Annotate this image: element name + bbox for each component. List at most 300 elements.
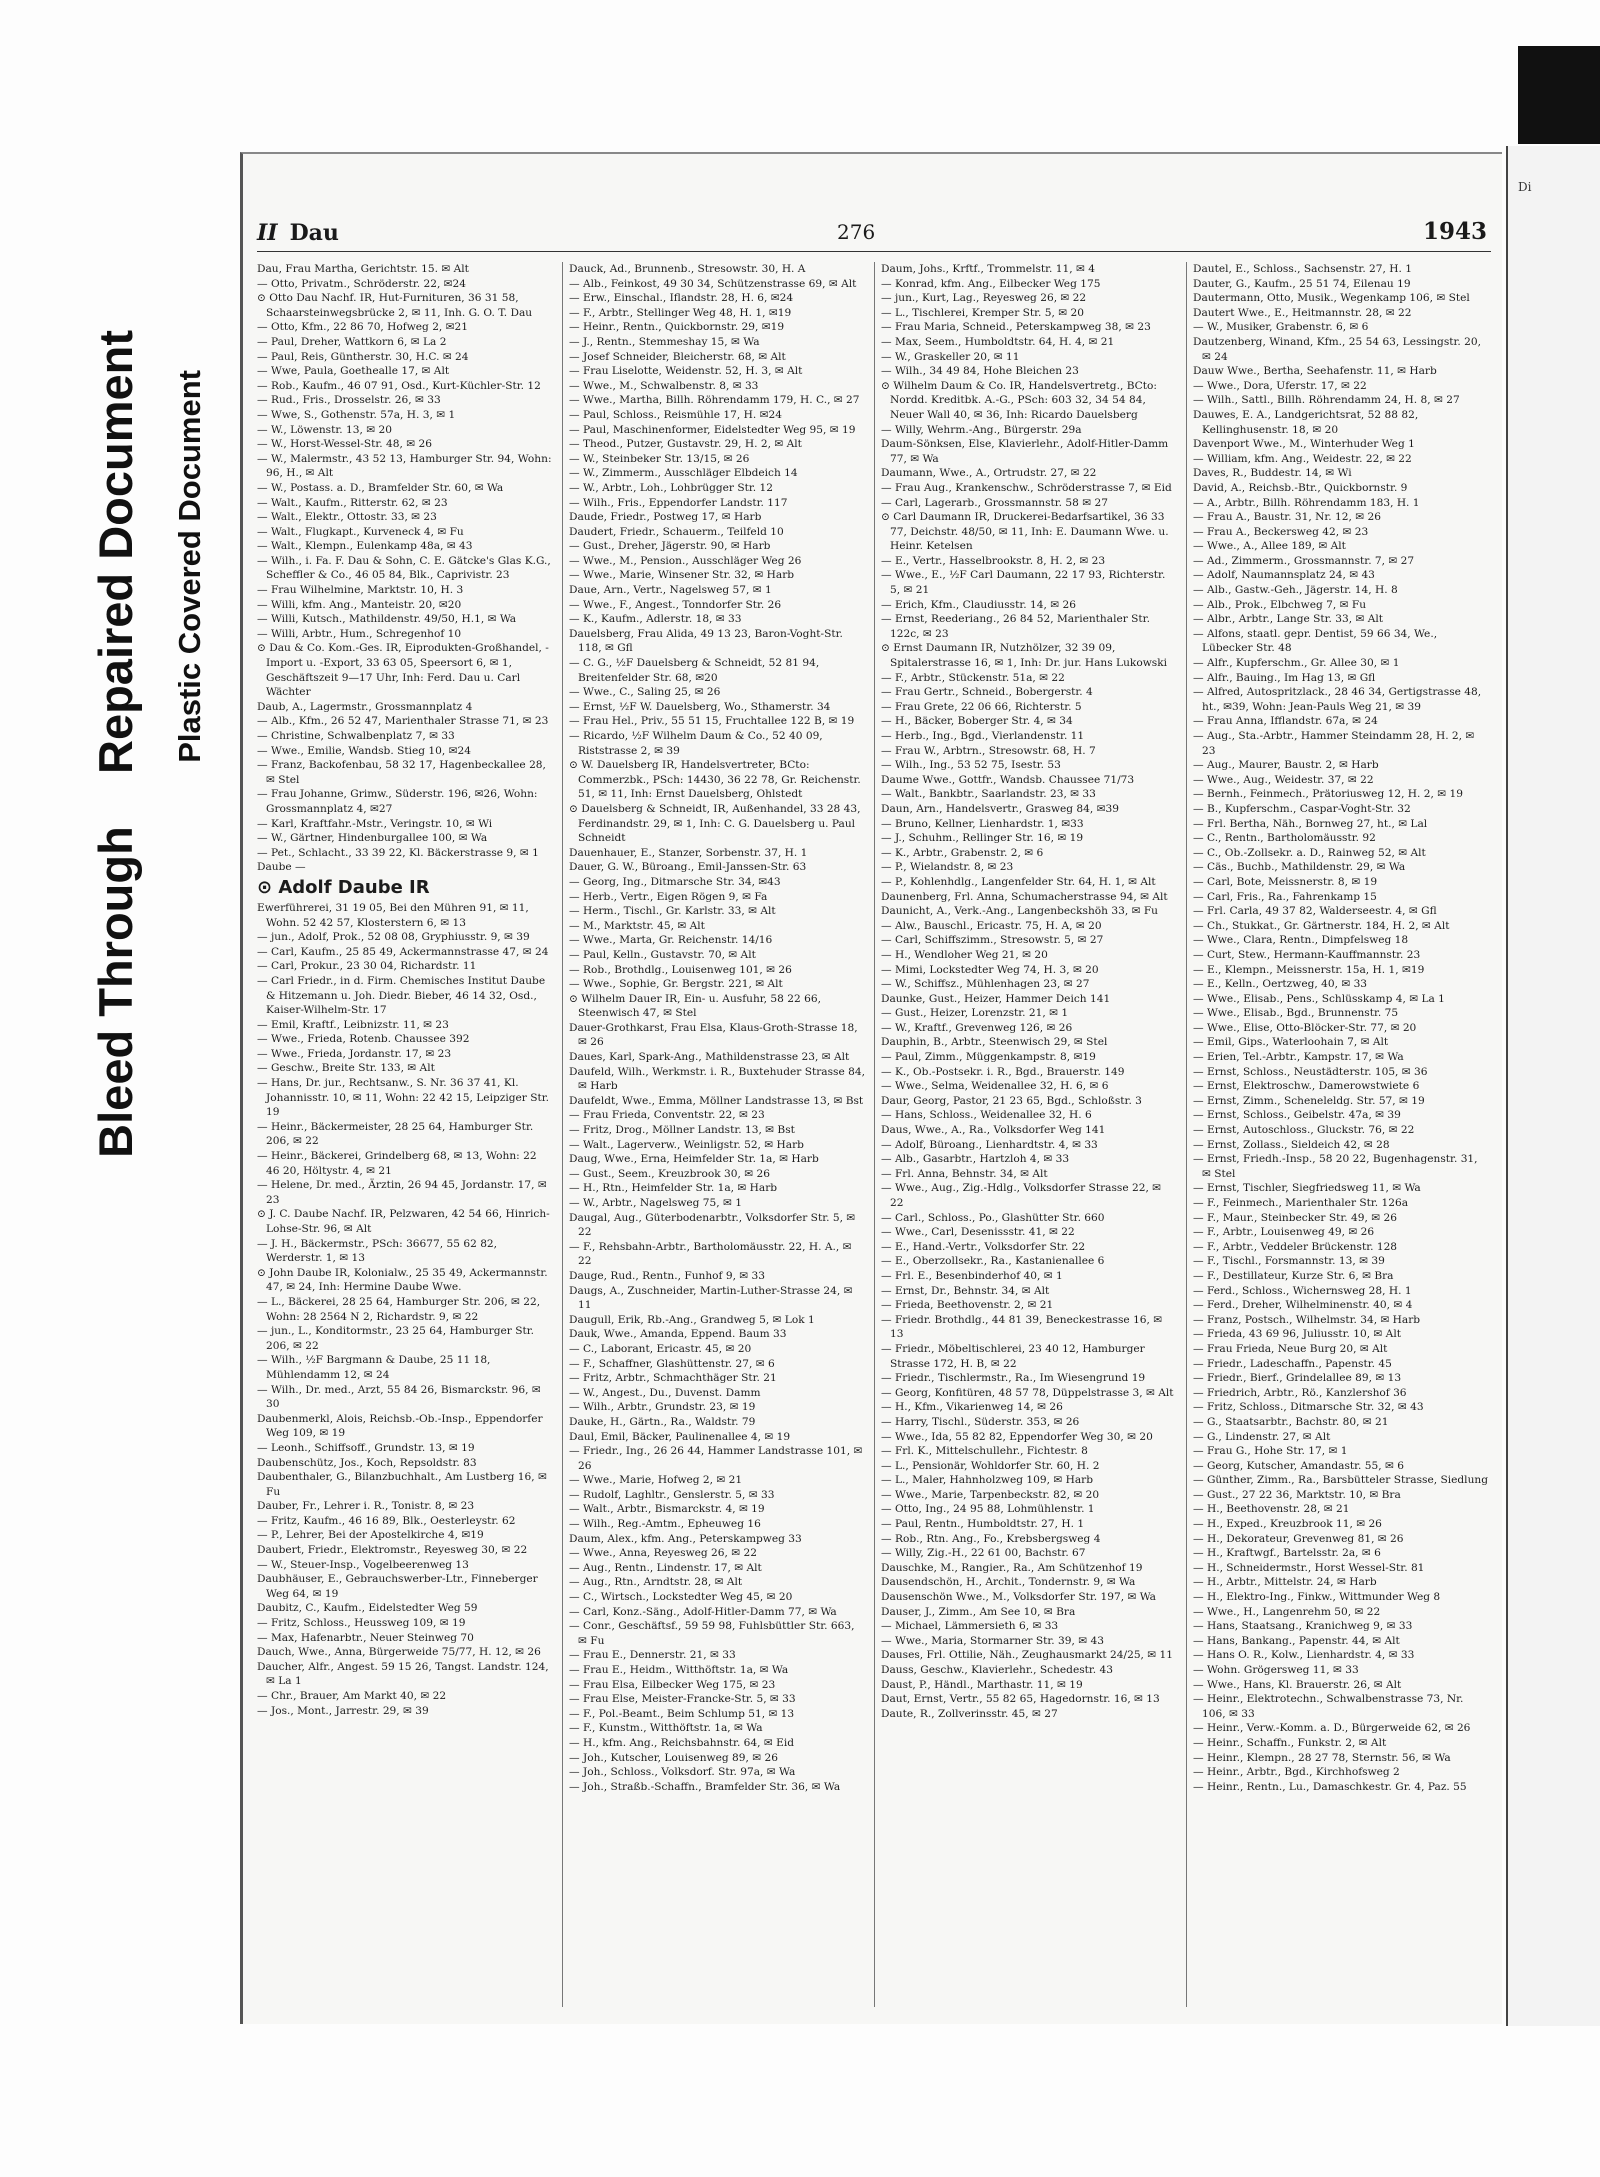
- directory-entry: — C. G., ½F Dauelsberg & Schneidt, 52 81 94, Breitenfelder Str. 68, ✉20: [569, 657, 820, 684]
- directory-entry: — Frl. K., Mittelschullehr., Fichtestr. 8: [881, 1445, 1088, 1458]
- directory-entry: — Harry, Tischl., Süderstr. 353, ✉ 26: [881, 1415, 1080, 1428]
- directory-entry: — Joh., Schloss., Volksdorf. Str. 97a, ✉ Wa: [569, 1766, 796, 1779]
- directory-entry: ⊙ Otto Dau Nachf. IR, Hut-Furnituren, 36 31 58, Schaarsteinwegsbrücke 2, ✉ 11, Inh. G. O. T. Dau: [257, 292, 533, 319]
- directory-entry: — Wwe., Marta, Gr. Reichenstr. 14/16: [569, 934, 773, 947]
- directory-entry: Daubenschütz, Jos., Koch, Repsoldstr. 83: [257, 1456, 477, 1469]
- directory-entry: — Frl. Bertha, Näh., Bornweg 27, ht., ✉ Lal: [1193, 817, 1428, 830]
- directory-entry: — Heinr., Bäckerei, Grindelberg 68, ✉ 13, Wohn: 22 46 20, Höltystr. 4, ✉ 21: [257, 1150, 537, 1177]
- directory-entry: — Frau Grete, 22 06 66, Richterstr. 5: [881, 700, 1082, 713]
- directory-entry: Dauss, Geschw., Klavierlehr., Schedestr. 43: [881, 1664, 1114, 1676]
- directory-entry: — Hans O. R., Kolw., Lienhardstr. 4, ✉ 33: [1193, 1649, 1415, 1662]
- directory-entry: — Ernst, Elektroschw., Damerowstwiete 6: [1193, 1080, 1420, 1093]
- directory-entry: — Hans, Bankang., Papenstr. 44, ✉ Alt: [1193, 1634, 1400, 1647]
- directory-entry: — Frau A., Beckersweg 42, ✉ 23: [1193, 525, 1369, 538]
- directory-entry: — Georg, Kutscher, Amandastr. 55, ✉ 6: [1193, 1459, 1404, 1472]
- directory-entry: Daun, Arn., Handelsvertr., Grasweg 84, ✉39: [881, 802, 1119, 815]
- section-roman-numeral: II: [257, 220, 278, 246]
- directory-entry: Dauses, Frl. Ottilie, Näh., Zeughausmarkt 24/25, ✉ 11: [881, 1649, 1174, 1662]
- directory-entry: — Frau E., Dennerstr. 21, ✉ 33: [569, 1649, 736, 1662]
- directory-entry: Daubenmerkl, Alois, Reichsb.-Ob.-Insp., Eppendorfer Weg 109, ✉ 19: [257, 1412, 543, 1440]
- directory-entry: — Carl., Schloss., Po., Glashütter Str. 660: [881, 1211, 1105, 1224]
- directory-entry: — K., Arbtr., Grabenstr. 2, ✉ 6: [881, 846, 1044, 859]
- directory-entry: — Wwe., Emilie, Wandsb. Stieg 10, ✉24: [257, 744, 471, 757]
- directory-entry: — Frau Liselotte, Weidenstr. 52, H. 3, ✉ Alt: [569, 365, 803, 378]
- directory-entry: — Alfr., Bauing., Im Hag 13, ✉ Gfl: [1193, 671, 1376, 684]
- directory-entry: — Paul, Reis, Güntherstr. 30, H.C. ✉ 24: [257, 350, 469, 363]
- directory-entry: ⊙ Wilhelm Daum & Co. IR, Handelsvertretg., BCto: Nordd. Kreditbk. A.-G., PSch: 603 32, 34 54 84, Neuer Wall 40, ✉ 36, Inh: Ricardo Dauelsberg: [881, 379, 1157, 421]
- directory-entry: — Ernst, Tischler, Siegfriedsweg 11, ✉ Wa: [1193, 1182, 1421, 1195]
- directory-entry: ⊙ W. Dauelsberg IR, Handelsvertreter, BCto: Commerzbk., PSch: 14430, 36 22 78, Gr. Reichenstr. 51, ✉ 11, Inh: Ernst Dauelsberg, Ohlstedt: [569, 759, 861, 801]
- directory-entry: — Ernst, Reederiang., 26 84 52, Marienthaler Str. 122c, ✉ 23: [881, 613, 1150, 640]
- directory-entry: Davenport Wwe., M., Winterhuder Weg 1: [1193, 438, 1415, 451]
- condition-stamp-bleed-repaired: [88, 330, 143, 1158]
- directory-entry: — H., Arbtr., Mittelstr. 24, ✉ Harb: [1193, 1576, 1377, 1589]
- directory-entry: — Alfred, Autospritzlack., 28 46 34, Gertigstrasse 48, ht., ✉39, Wohn: Jean-Pauls Weg 21, ✉ 39: [1193, 686, 1482, 713]
- directory-entry: — Ernst, Schloss., Geibelstr. 47a, ✉ 39: [1193, 1109, 1401, 1122]
- directory-entry: — Wwe, S., Gothenstr. 57a, H. 3, ✉ 1: [257, 408, 456, 421]
- directory-entry: — Wilh., Dr. med., Arzt, 55 84 26, Bismarckstr. 96, ✉ 30: [257, 1383, 541, 1411]
- directory-entry: Daum, Alex., kfm. Ang., Peterskampweg 33: [569, 1532, 802, 1545]
- directory-entry: — Alb., Feinkost, 49 30 34, Schützenstrasse 69, ✉ Alt: [569, 277, 857, 290]
- directory-entry: — Ernst, Dr., Behnstr. 34, ✉ Alt: [881, 1284, 1050, 1297]
- directory-entry: — H., Dekorateur, Grevenweg 81, ✉ 26: [1193, 1532, 1404, 1545]
- directory-entry: — Max, Hafenarbtr., Neuer Steinweg 70: [257, 1631, 474, 1644]
- directory-entry: — Carl, Schiffszimm., Stresowstr. 5, ✉ 27: [881, 934, 1104, 947]
- directory-entry: — Frau Anna, Ifflandstr. 67a, ✉ 24: [1193, 715, 1378, 728]
- directory-entry: — G., Staatsarbtr., Bachstr. 80, ✉ 21: [1193, 1415, 1389, 1428]
- directory-entry: — Ferd., Dreher, Wilhelminenstr. 40, ✉ 4: [1193, 1299, 1413, 1312]
- directory-entry: Daul, Emil, Bäcker, Paulinenallee 4, ✉ 19: [569, 1430, 791, 1443]
- directory-entry: — W., Zimmerm., Ausschläger Elbdeich 14: [569, 467, 798, 480]
- directory-entry: — A., Arbtr., Billh. Röhrendamm 183, H. 1: [1193, 496, 1420, 509]
- directory-entry: — B., Kupferschm., Caspar-Voght-Str. 32: [1193, 802, 1411, 815]
- directory-entry: Daufeld, Wilh., Werkmstr. i. R., Buxtehuder Strasse 84, ✉ Harb: [569, 1065, 865, 1093]
- directory-entry: — Joh., Straßb.-Schaffn., Bramfelder Str. 36, ✉ Wa: [569, 1780, 841, 1793]
- condition-stamp-plastic: [172, 370, 208, 763]
- directory-entry: — Fritz, Drog., Möllner Landstr. 13, ✉ Bst: [569, 1124, 795, 1137]
- directory-entry: — Heinr., Verw.-Komm. a. D., Bürgerweide 62, ✉ 26: [1193, 1722, 1471, 1735]
- directory-entry: — Friedr., Ing., 26 26 44, Hammer Landstrasse 101, ✉ 26: [569, 1445, 863, 1472]
- directory-entry: Dauber, Fr., Lehrer i. R., Tonistr. 8, ✉ 23: [257, 1500, 475, 1513]
- directory-entry: — Alb., Gastw.-Geh., Jägerstr. 14, H. 8: [1193, 584, 1398, 597]
- directory-entry: — Wwe., Sophie, Gr. Bergstr. 221, ✉ Alt: [569, 978, 783, 991]
- directory-entry: — Wwe., E., ½F Carl Daumann, 22 17 93, Richterstr. 5, ✉ 21: [881, 569, 1166, 597]
- directory-entry: Daucher, Alfr., Angest. 59 15 26, Tangst. Landstr. 124, ✉ La 1: [257, 1660, 549, 1688]
- directory-entry: — H., Elektro-Ing., Finkw., Wittmunder Weg 8: [1193, 1591, 1441, 1604]
- directory-entry: — J., Schuhm., Rellinger Str. 16, ✉ 19: [881, 832, 1084, 845]
- directory-entry: — Ernst, Autoschloss., Gluckstr. 76, ✉ 22: [1193, 1124, 1415, 1137]
- directory-entry: David, A., Reichsb.-Btr., Quickbornstr. 9: [1193, 481, 1408, 494]
- directory-entry: — Aug., Maurer, Baustr. 2, ✉ Harb: [1193, 759, 1379, 772]
- directory-entry: Daust, P., Händl., Marthastr. 11, ✉ 19: [881, 1678, 1083, 1691]
- directory-entry: — Frau Maria, Schneid., Peterskampweg 38, ✉ 23: [881, 321, 1151, 334]
- directory-entry: — Ernst, Zollass., Sieldeich 42, ✉ 28: [1193, 1138, 1390, 1151]
- directory-entry: — Aug., Sta.-Arbtr., Hammer Steindamm 28, H. 2, ✉ 23: [1193, 730, 1475, 757]
- directory-entry: — H., Beethovenstr. 28, ✉ 21: [1193, 1503, 1350, 1516]
- directory-entry: — Franz, Postsch., Wilhelmstr. 34, ✉ Harb: [1193, 1313, 1421, 1326]
- directory-entry: — Wilh., Reg.-Amtm., Epheuweg 16: [569, 1518, 761, 1531]
- column-divider: [874, 262, 875, 2007]
- directory-entry: — Paul, Rentn., Humboldtstr. 27, H. 1: [881, 1518, 1085, 1531]
- directory-entry: — Erich, Kfm., Claudiusstr. 14, ✉ 26: [881, 598, 1076, 611]
- directory-entry: — Franz, Backofenbau, 58 32 17, Hagenbeckallee 28, ✉ Stel: [257, 759, 546, 786]
- directory-entry: — W., Graskeller 20, ✉ 11: [881, 350, 1020, 363]
- directory-entry: — Michael, Lämmersieth 6, ✉ 33: [881, 1620, 1059, 1633]
- directory-entry: — Otto, Privatm., Schröderstr. 22, ✉24: [257, 277, 467, 290]
- directory-entry: — Frau Frieda, Conventstr. 22, ✉ 23: [569, 1109, 765, 1122]
- directory-entry: — Heinr., Elektrotechn., Schwalbenstrasse 73, Nr. 106, ✉ 33: [1193, 1693, 1464, 1720]
- directory-entry: — E., Kelln., Oertzweg, 40, ✉ 33: [1193, 978, 1368, 991]
- directory-entry: — F., Pol.-Beamt., Beim Schlump 51, ✉ 13: [569, 1707, 795, 1720]
- directory-entry: — Gust., Dreher, Jägerstr. 90, ✉ Harb: [569, 540, 771, 553]
- directory-entry: ⊙ Dau & Co. Kom.-Ges. IR, Eiprodukten-Großhandel, -Import u. -Export, 33 63 05, Speersort 6, ✉ 1, Geschäftszeit 9—17 Uhr, Inh: Ferd. Dau u. Carl Wächter: [257, 642, 549, 699]
- directory-entry: Daues, Karl, Spark-Ang., Mathildenstrasse 23, ✉ Alt: [569, 1051, 850, 1064]
- directory-entry: — Ricardo, ½F Wilhelm Daum & Co., 52 40 09, Riststrasse 2, ✉ 39: [569, 730, 823, 757]
- directory-entry: Dauelsberg, Frau Alida, 49 13 23, Baron-Voght-Str. 118, ✉ Gfl: [569, 627, 843, 655]
- directory-entry: — H., Exped., Kreuzbrook 11, ✉ 26: [1193, 1518, 1382, 1531]
- directory-entry: — Rob., Brothdlg., Louisenweg 101, ✉ 26: [569, 963, 792, 976]
- directory-entry: — Willi, Arbtr., Hum., Schregenhof 10: [257, 627, 462, 640]
- directory-entry: — Günther, Zimm., Ra., Barsbütteler Strasse, Siedlung: [1193, 1474, 1488, 1487]
- directory-entry: — Alb., Prok., Elbchweg 7, ✉ Fu: [1193, 598, 1367, 611]
- directory-entry: — Frau Aug., Krankenschw., Schröderstrasse 7, ✉ Eid: [881, 481, 1172, 494]
- directory-entry: — Heinr., Arbtr., Bgd., Kirchhofsweg 2: [1193, 1766, 1400, 1779]
- directory-entry: — Otto, Kfm., 22 86 70, Hofweg 2, ✉21: [257, 321, 469, 334]
- directory-entry: — Carl, Konz.-Säng., Adolf-Hitler-Damm 77, ✉ Wa: [569, 1605, 837, 1618]
- directory-page: [240, 152, 1502, 2024]
- directory-entry: — Walt., Klempn., Eulenkamp 48a, ✉ 43: [257, 540, 473, 553]
- directory-entry: Daufeldt, Wwe., Emma, Möllner Landstrasse 13, ✉ Bst: [569, 1094, 864, 1107]
- directory-entry: Dauer, G. W., Büroang., Emil-Janssen-Str. 63: [569, 861, 807, 874]
- directory-entry: — jun., Kurt, Lag., Reyesweg 26, ✉ 22: [881, 292, 1087, 305]
- directory-entry: — Ad., Zimmerm., Grossmannstr. 7, ✉ 27: [1193, 554, 1415, 567]
- directory-entry: — Frieda, 43 69 96, Juliusstr. 10, ✉ Alt: [1193, 1328, 1401, 1341]
- directory-entry: — Leonh., Schiffsoff., Grundstr. 13, ✉ 19: [257, 1441, 475, 1454]
- directory-entry: — Helene, Dr. med., Ärztin, 26 94 45, Jordanstr. 17, ✉ 23: [257, 1179, 547, 1206]
- directory-entry: — Friedrich, Arbtr., Rö., Kanzlershof 36: [1193, 1386, 1407, 1399]
- directory-entry: Daum, Johs., Krftf., Trommelstr. 11, ✉ 4: [881, 263, 1095, 275]
- directory-entry: — Rob., Rtn. Ang., Fo., Krebsbergsweg 4: [881, 1532, 1101, 1545]
- directory-entry: — Frl. Carla, 49 37 82, Walderseestr. 4, ✉ Gfl: [1193, 905, 1437, 918]
- directory-column-4: [1193, 262, 1489, 2007]
- directory-entry: — Wohn. Grögersweg 11, ✉ 33: [1193, 1664, 1359, 1676]
- scan-corner-marker: [1518, 46, 1600, 144]
- directory-entry: — Walt., Kaufm., Ritterstr. 62, ✉ 23: [257, 496, 448, 509]
- directory-entry: — Otto, Ing., 24 95 88, Lohmühlenstr. 1: [881, 1503, 1095, 1516]
- plastic-covered-label: Plastic Covered Document: [172, 370, 207, 763]
- directory-entry: — F., Destillateur, Kurze Str. 6, ✉ Bra: [1193, 1269, 1394, 1282]
- directory-entry: Daug, Wwe., Erna, Heimfelder Str. 1a, ✉ Harb: [569, 1153, 819, 1166]
- bleed-through-label: Bleed Through: [89, 826, 142, 1158]
- directory-column-3: [881, 262, 1177, 2007]
- directory-entry: — Frau A., Baustr. 31, Nr. 12, ✉ 26: [1193, 511, 1381, 524]
- directory-entry: — F., Kunstm., Witthöftstr. 1a, ✉ Wa: [569, 1722, 763, 1735]
- directory-entry: Dausendschön, H., Archit., Tondernstr. 9, ✉ Wa: [881, 1576, 1136, 1589]
- directory-entry: — Wilh., Fris., Eppendorfer Landstr. 117: [569, 496, 788, 509]
- directory-entry: — P., Wielandstr. 8, ✉ 23: [881, 861, 1014, 874]
- directory-entry: — Alw., Bauschl., Ericastr. 75, H. A, ✉ 20: [881, 919, 1102, 932]
- directory-entry: — Wwe., Aug., Weidestr. 37, ✉ 22: [1193, 773, 1374, 786]
- directory-entry: — Heinr., Schaffn., Funkstr. 2, ✉ Alt: [1193, 1736, 1387, 1749]
- directory-entry: — H., kfm. Ang., Reichsbahnstr. 64, ✉ Eid: [569, 1736, 795, 1749]
- page-header-left: [257, 220, 339, 246]
- directory-entry: Daut, Ernst, Vertr., 55 82 65, Hagedornstr. 16, ✉ 13: [881, 1693, 1160, 1706]
- directory-entry: — Walt., Lagerverw., Weinligstr. 52, ✉ Harb: [569, 1138, 804, 1151]
- directory-entry: — Jos., Mont., Jarrestr. 29, ✉ 39: [257, 1704, 429, 1717]
- directory-entry: — C., Laborant, Ericastr. 45, ✉ 20: [569, 1342, 752, 1355]
- directory-entry: — Heinr., Klempn., 28 27 78, Sternstr. 56, ✉ Wa: [1193, 1751, 1451, 1764]
- directory-entry: — Frau Wilhelmine, Marktstr. 10, H. 3: [257, 584, 464, 597]
- directory-entry: — Adolf, Büroang., Lienhardtstr. 4, ✉ 33: [881, 1138, 1098, 1151]
- directory-entry: — Hans, Dr. jur., Rechtsanw., S. Nr. 36 37 41, Kl. Johannisstr. 10, ✉ 11, Wohn: 22 42 15, Leipziger Str. 19: [257, 1077, 549, 1119]
- directory-entry: — W., Postass. a. D., Bramfelder Str. 60, ✉ Wa: [257, 481, 504, 494]
- directory-entry: — Wwe., Marie, Winsener Str. 32, ✉ Harb: [569, 569, 795, 582]
- directory-entry: Dautel, E., Schloss., Sachsenstr. 27, H. 1: [1193, 263, 1412, 275]
- directory-entry: — L., Bäckerei, 28 25 64, Hamburger Str. 206, ✉ 22, Wohn: 28 2564 N 2, Richardstr. 9, ✉ 22: [257, 1295, 541, 1323]
- directory-entry: — Cäs., Buchb., Mathildenstr. 29, ✉ Wa: [1193, 861, 1406, 874]
- directory-entry: — Paul, Dreher, Wattkorn 6, ✉ La 2: [257, 335, 447, 348]
- directory-entry: — Ch., Stukkat., Gr. Gärtnerstr. 184, H. 2, ✉ Alt: [1193, 919, 1450, 932]
- directory-entry: — Wwe., Elisab., Bgd., Brunnenstr. 75: [1193, 1007, 1399, 1020]
- directory-entry: Daubert, Friedr., Elektromstr., Reyesweg 30, ✉ 22: [257, 1544, 528, 1557]
- column-divider: [562, 262, 563, 2007]
- directory-entry: — Frau Frieda, Neue Burg 20, ✉ Alt: [1193, 1342, 1388, 1355]
- directory-entry: — Aug., Rtn., Arndtstr. 28, ✉ Alt: [569, 1576, 743, 1589]
- directory-entry: — Carl Friedr., in d. Firm. Chemisches Institut Daube & Hitzemann u. Joh. Diedr. Bieber, 46 14 32, Osd., Kaiser-Wilhelm-Str. 17: [257, 974, 546, 1017]
- directory-entry: Dau, Frau Martha, Gerichtstr. 15. ✉ Alt: [257, 263, 469, 275]
- directory-entry: Dauw Wwe., Bertha, Seehafenstr. 11, ✉ Harb: [1193, 365, 1437, 378]
- directory-entry: — Max, Seem., Humboldtstr. 64, H. 4, ✉ 21: [881, 335, 1115, 348]
- directory-entry: — H., Wendloher Weg 21, ✉ 20: [881, 948, 1048, 961]
- directory-entry: Dauter, G., Kaufm., 25 51 74, Eilenau 19: [1193, 277, 1411, 290]
- directory-entry: ⊙ Wilhelm Dauer IR, Ein- u. Ausfuhr, 58 22 66, Steenwisch 47, ✉ Stel: [569, 992, 821, 1020]
- directory-entry: — Wilh., Arbtr., Grundstr. 23, ✉ 19: [569, 1401, 756, 1414]
- directory-entry: ⊙ Dauelsberg & Schneidt, IR, Außenhandel, 33 28 43, Ferdinandstr. 29, ✉ 1, Inh: C. G. Dauelsberg u. Paul Schneidt: [569, 802, 861, 845]
- directory-entry: — H., Rtn., Heimfelder Str. 1a, ✉ Harb: [569, 1182, 778, 1195]
- directory-entry: — Frau Else, Meister-Francke-Str. 5, ✉ 33: [569, 1693, 796, 1706]
- directory-entry: Daur, Georg, Pastor, 21 23 65, Bgd., Schloßstr. 3: [881, 1094, 1142, 1107]
- directory-entry: — Wilh., ½F Bargmann & Daube, 25 11 18, Mühlendamm 12, ✉ 24: [257, 1354, 491, 1381]
- directory-entry: Dautert Wwe., E., Heitmannstr. 28, ✉ 22: [1193, 306, 1412, 319]
- directory-entry: — Friedr., Bierf., Grindelallee 89, ✉ 13: [1193, 1372, 1402, 1385]
- directory-entry: — Wwe., H., Langenrehm 50, ✉ 22: [1193, 1605, 1381, 1618]
- directory-entry: Dauer-Grothkarst, Frau Elsa, Klaus-Groth-Strasse 18, ✉ 26: [569, 1021, 858, 1049]
- directory-entry: Daugs, A., Zuschneider, Martin-Luther-Strasse 24, ✉ 11: [569, 1284, 853, 1312]
- directory-entry: — F., Arbtr., Veddeler Brückenstr. 128: [1193, 1240, 1398, 1253]
- directory-entry: Daude, Friedr., Postweg 17, ✉ Harb: [569, 511, 762, 524]
- directory-entry: — Hans, Schloss., Weidenallee 32, H. 6: [881, 1109, 1092, 1122]
- directory-entry: — F., Feinmech., Marienthaler Str. 126a: [1193, 1197, 1409, 1209]
- directory-entry: — W., Schiffsz., Mühlenhagen 23, ✉ 27: [881, 978, 1090, 991]
- directory-column-2: [569, 262, 865, 2007]
- directory-entry: — Ferd., Schloss., Wichernsweg 28, H. 1: [1193, 1284, 1412, 1297]
- directory-entry: — Josef Schneider, Bleicherstr. 68, ✉ Alt: [569, 350, 786, 363]
- directory-entry: — Heinr., Rentn., Lu., Damaschkestr. Gr. 4, Paz. 55: [1193, 1780, 1467, 1793]
- directory-entry: — E., Oberzollsekr., Ra., Kastanienallee 6: [881, 1255, 1105, 1268]
- directory-entry: — Frl. E., Besenbinderhof 40, ✉ 1: [881, 1269, 1063, 1282]
- directory-entry: ⊙ Carl Daumann IR, Druckerei-Bedarfsartikel, 36 33 77, Deichstr. 48/50, ✉ 11, Inh: E. Daumann Wwe. u. Heinr. Ketelsen: [881, 511, 1169, 553]
- directory-entry: — Rudolf, Laghltr., Genslerstr. 5, ✉ 33: [569, 1488, 775, 1501]
- directory-entry: — Wwe., Frieda, Jordanstr. 17, ✉ 23: [257, 1047, 452, 1060]
- directory-entry: Daubhäuser, E., Gebrauchswerber-Ltr., Finneberger Weg 64, ✉ 19: [257, 1573, 538, 1600]
- directory-entry: — Frau E., Heidm., Witthöftstr. 1a, ✉ Wa: [569, 1664, 789, 1676]
- directory-entry: — Wwe., Clara, Rentn., Dimpfelsweg 18: [1193, 934, 1409, 947]
- directory-entry: — P., Kohlenhdlg., Langenfelder Str. 64, H. 1, ✉ Alt: [881, 875, 1156, 888]
- directory-entry: — Wilh., Sattl., Billh. Röhrendamm 24, H. 8, ✉ 27: [1193, 394, 1460, 407]
- directory-entry: — Frau W., Arbtrn., Stresowstr. 68, H. 7: [881, 744, 1096, 757]
- directory-entry: — Carl, Prokur., 23 30 04, Richardstr. 11: [257, 960, 477, 973]
- directory-entry: — Wwe., Aug., Zig.-Hdlg., Volksdorfer Strasse 22, ✉ 22: [881, 1182, 1162, 1209]
- directory-entry: — W., Musiker, Grabenstr. 6, ✉ 6: [1193, 321, 1369, 334]
- directory-entry: — Pet., Schlacht., 33 39 22, Kl. Bäckerstrasse 9, ✉ 1: [257, 846, 539, 859]
- directory-entry: — Fritz, Kaufm., 46 16 89, Blk., Oesterleystr. 62: [257, 1514, 516, 1527]
- directory-entry: — Gust., Seem., Kreuzbrook 30, ✉ 26: [569, 1167, 770, 1180]
- directory-entry: — Carl, Bote, Meissnerstr. 8, ✉ 19: [1193, 875, 1378, 888]
- directory-entry: — Wwe., Ida, 55 82 82, Eppendorfer Weg 30, ✉ 20: [881, 1430, 1153, 1443]
- directory-entry: — W., Malermstr., 43 52 13, Hamburger Str. 94, Wohn: 96, H., ✉ Alt: [257, 452, 552, 480]
- directory-entry: — Joh., Kutscher, Louisenweg 89, ✉ 26: [569, 1751, 778, 1764]
- directory-entry: Daves, R., Buddestr. 14, ✉ Wi: [1193, 467, 1352, 480]
- directory-entry: — Willi, Kutsch., Mathildenstr. 49/50, H.1, ✉ Wa: [257, 613, 517, 626]
- directory-entry: Daudert, Friedr., Schauerm., Teilfeld 10: [569, 525, 784, 538]
- directory-entry: — Friedr., Ladeschaffn., Papenstr. 45: [1193, 1357, 1392, 1370]
- directory-entry: Dauphin, B., Arbtr., Steenwisch 29, ✉ Stel: [881, 1036, 1108, 1049]
- directory-entry: Daumann, Wwe., A., Ortrudstr. 27, ✉ 22: [881, 467, 1097, 480]
- directory-entry: — jun., Adolf, Prok., 52 08 08, Gryphiusstr. 9, ✉ 39: [257, 931, 530, 944]
- directory-entry: Daunenberg, Frl. Anna, Schumacherstrasse 94, ✉ Alt: [881, 890, 1168, 903]
- directory-entry: — Carl, Kaufm., 25 85 49, Ackermannstrasse 47, ✉ 24: [257, 945, 549, 958]
- directory-entry: — Hans, Staatsang., Kranichweg 9, ✉ 33: [1193, 1620, 1413, 1633]
- adjacent-page-edge: [1506, 146, 1600, 2026]
- directory-entry: — Willy, Zig.-H., 22 61 00, Bachstr. 67: [881, 1547, 1086, 1560]
- directory-entry: Daum-Sönksen, Else, Klavierlehr., Adolf-Hitler-Damm 77, ✉ Wa: [881, 438, 1169, 465]
- directory-entry: Dauck, Ad., Brunnenb., Stresowstr. 30, H. A: [569, 263, 806, 275]
- directory-entry: — Alb., Kfm., 26 52 47, Marienthaler Strasse 71, ✉ 23: [257, 715, 549, 728]
- directory-entry: — jun., L., Konditormstr., 23 25 64, Hamburger Str. 206, ✉ 22: [257, 1325, 535, 1352]
- directory-entry: — L., Pensionär, Wohldorfer Str. 60, H. 2: [881, 1459, 1100, 1472]
- column-divider: [1186, 262, 1187, 2007]
- directory-entry: — Wwe., Martha, Billh. Röhrendamm 179, H. C., ✉ 27: [569, 394, 860, 407]
- directory-entry: — Adolf, Naumannsplatz 24, ✉ 43: [1193, 569, 1375, 582]
- directory-entry: — F., Arbtr., Stückenstr. 51a, ✉ 22: [881, 671, 1065, 684]
- directory-columns: [257, 262, 1491, 2007]
- directory-entry: Daugal, Aug., Güterbodenarbtr., Volksdorfer Str. 5, ✉ 22: [569, 1211, 856, 1239]
- directory-entry: — Fritz, Schloss., Heussweg 109, ✉ 19: [257, 1617, 466, 1630]
- directory-entry: — W., Löwenstr. 13, ✉ 20: [257, 423, 392, 436]
- directory-entry: — H., Schneidermstr., Horst Wessel-Str. 81: [1193, 1561, 1425, 1574]
- directory-entry: — Wwe., Marie, Tarpenbeckstr. 82, ✉ 20: [881, 1488, 1100, 1501]
- directory-entry: — Curt, Stew., Hermann-Kauffmannstr. 23: [1193, 948, 1421, 961]
- directory-entry: — C., Ob.-Zollsekr. a. D., Rainweg 52, ✉ Alt: [1193, 846, 1426, 859]
- directory-entry: — Wwe., Elise, Otto-Blöcker-Str. 77, ✉ 20: [1193, 1021, 1417, 1034]
- directory-entry: — H., Kraftwgf., Bartelsstr. 2a, ✉ 6: [1193, 1547, 1381, 1560]
- directory-entry: — Paul, Zimm., Müggenkampstr. 8, ✉19: [881, 1051, 1096, 1064]
- directory-entry: — Wwe., Anna, Reyesweg 26, ✉ 22: [569, 1547, 757, 1560]
- directory-entry: — Paul, Kelln., Gustavstr. 70, ✉ Alt: [569, 948, 756, 961]
- directory-entry: — Wilh., i. Fa. F. Dau & Sohn, C. E. Gätcke's Glas K.G., Scheffler & Co., 46 05 84, Blk., Caprivistr. 23: [257, 554, 551, 582]
- directory-entry: — Bernh., Feinmech., Prätoriusweg 12, H. 2, ✉ 19: [1193, 788, 1463, 801]
- directory-entry: — Georg, Ing., Ditmarsche Str. 34, ✉43: [569, 875, 781, 888]
- directory-entry: — Conr., Geschäftsf., 59 59 98, Fuhlsbüttler Str. 663, ✉ Fu: [569, 1620, 855, 1647]
- directory-entry: — Heinr., Rentn., Quickbornstr. 29, ✉19: [569, 321, 785, 334]
- directory-entry: — Frau Gertr., Schneid., Bobergerstr. 4: [881, 686, 1093, 699]
- directory-entry: — Heinr., Bäckermeister, 28 25 64, Hamburger Str. 206, ✉ 22: [257, 1120, 534, 1148]
- directory-entry: — E., Vertr., Hasselbrookstr. 8, H. 2, ✉ 23: [881, 554, 1106, 567]
- directory-entry: ⊙ J. C. Daube Nachf. IR, Pelzwaren, 42 54 66, Hinrich-Lohse-Str. 96, ✉ Alt: [257, 1208, 550, 1235]
- directory-entry: — E., Klempn., Meissnerstr. 15a, H. 1, ✉19: [1193, 963, 1425, 976]
- directory-entry: — Fritz, Arbtr., Schmachthäger Str. 21: [569, 1372, 777, 1385]
- directory-entry: Daute, R., Zollverinsstr. 45, ✉ 27: [881, 1707, 1058, 1720]
- directory-entry: — Wilh., Ing., 53 52 75, Isestr. 53: [881, 759, 1061, 772]
- directory-entry: — W., Arbtr., Nagelsweg 75, ✉ 1: [569, 1197, 743, 1209]
- directory-entry: — H., Bäcker, Boberger Str. 4, ✉ 34: [881, 715, 1073, 728]
- directory-entry: — M., Marktstr. 45, ✉ Alt: [569, 919, 705, 932]
- directory-entry: — F., Schaffner, Glashüttenstr. 27, ✉ 6: [569, 1357, 775, 1370]
- directory-entry: — Friedr. Brothdlg., 44 81 39, Beneckestrasse 16, ✉ 13: [881, 1313, 1163, 1341]
- directory-entry: — Wwe., Hans, Kl. Brauerstr. 26, ✉ Alt: [1193, 1678, 1402, 1691]
- directory-entry: — Erw., Einschal., Iflandstr. 28, H. 6, ✉24: [569, 292, 794, 305]
- directory-entry: — Wwe., Elisab., Pens., Schlüsskamp 4, ✉ La 1: [1193, 992, 1445, 1005]
- directory-entry: ⊙ John Daube IR, Kolonialw., 25 35 49, Ackermannstr. 47, ✉ 24, Inh: Hermine Daube Wwe.: [257, 1266, 548, 1294]
- directory-entry: Daunicht, A., Verk.-Ang., Langenbeckshöh 33, ✉ Fu: [881, 905, 1158, 918]
- directory-entry: — Wwe., C., Saling 25, ✉ 26: [569, 686, 721, 699]
- directory-entry: — Carl, Lagerarb., Grossmannstr. 58 ✉ 27: [881, 496, 1108, 509]
- directory-entry: — Ernst, Friedh.-Insp., 58 20 22, Bugenhagenstr. 31, ✉ Stel: [1193, 1153, 1478, 1180]
- directory-entry: — Erien, Tel.-Arbtr., Kampstr. 17, ✉ Wa: [1193, 1051, 1404, 1064]
- directory-entry: — Georg, Konfitüren, 48 57 78, Düppelstrasse 3, ✉ Alt: [881, 1386, 1174, 1399]
- directory-column-1: [257, 262, 553, 2007]
- directory-entry: — Emil, Kraftf., Leibnizstr. 11, ✉ 23: [257, 1018, 449, 1031]
- directory-entry: — Walt., Flugkapt., Kurveneck 4, ✉ Fu: [257, 525, 464, 538]
- directory-entry: Dausenschön Wwe., M., Volksdorfer Str. 197, ✉ Wa: [881, 1591, 1156, 1604]
- directory-entry: — Ernst, Zimm., Scheneleldg. Str. 57, ✉ 19: [1193, 1094, 1425, 1107]
- adjacent-page-fragment: Di: [1518, 180, 1532, 194]
- directory-entry: — L., Tischlerei, Kremper Str. 5, ✉ 20: [881, 306, 1084, 319]
- directory-entry: — F., Tischl., Forsmannstr. 13, ✉ 39: [1193, 1255, 1385, 1268]
- directory-entry: — Rob., Kaufm., 46 07 91, Osd., Kurt-Küchler-Str. 12: [257, 379, 541, 392]
- directory-entry: Daue, Arn., Vertr., Nagelsweg 57, ✉ 1: [569, 584, 772, 597]
- directory-entry: — Rud., Fris., Drosselstr. 26, ✉ 33: [257, 394, 441, 407]
- directory-entry: — Willi, kfm. Ang., Manteistr. 20, ✉20: [257, 598, 462, 611]
- directory-entry: — L., Maler, Hahnholzweg 109, ✉ Harb: [881, 1474, 1094, 1487]
- directory-entry: — Geschw., Breite Str. 133, ✉ Alt: [257, 1062, 435, 1075]
- directory-entry: Dauke, H., Gärtn., Ra., Waldstr. 79: [569, 1415, 756, 1428]
- directory-year: 1943: [1422, 218, 1487, 245]
- directory-entry: — W., Kraftf., Grevenweg 126, ✉ 26: [881, 1021, 1073, 1034]
- directory-entry: — W., Gärtner, Hindenburgallee 100, ✉ Wa: [257, 832, 488, 845]
- directory-entry: — Konrad, kfm. Ang., Eilbecker Weg 175: [881, 277, 1101, 290]
- directory-entry: — Friedr., Tischlermstr., Ra., Im Wiesengrund 19: [881, 1372, 1146, 1385]
- directory-entry: — Bruno, Kellner, Lienhardstr. 1, ✉33: [881, 817, 1084, 830]
- directory-entry: — Christine, Schwalbenplatz 7, ✉ 33: [257, 730, 455, 742]
- directory-entry: — J. H., Bäckermstr., PSch: 36677, 55 62 82, Werderstr. 1, ✉ 13: [257, 1237, 498, 1265]
- directory-entry: Dauge, Rud., Rentn., Funhof 9, ✉ 33: [569, 1269, 766, 1282]
- directory-entry: Daunke, Gust., Heizer, Hammer Deich 141: [881, 992, 1111, 1005]
- directory-entry: — Walt., Arbtr., Bismarckstr. 4, ✉ 19: [569, 1503, 765, 1516]
- directory-entry: — Karl, Kraftfahr.-Mstr., Veringstr. 10, ✉ Wi: [257, 817, 493, 830]
- directory-entry: Dautermann, Otto, Musik., Wegenkamp 106, ✉ Stel: [1193, 292, 1470, 305]
- directory-entry: — K., Kaufm., Adlerstr. 18, ✉ 33: [569, 613, 742, 626]
- directory-entry: — Herb., Vertr., Eigen Rögen 9, ✉ Fa: [569, 890, 768, 903]
- directory-entry: — Herm., Tischl., Gr. Karlstr. 33, ✉ Alt: [569, 905, 776, 918]
- directory-entry: — Alfr., Kupferschm., Gr. Allee 30, ✉ 1: [1193, 657, 1400, 670]
- directory-entry: — Carl, Fris., Ra., Fahrenkamp 15: [1193, 890, 1377, 903]
- directory-entry: — Friedr., Möbeltischlerei, 23 40 12, Hamburger Strasse 172, H. B, ✉ 22: [881, 1342, 1145, 1370]
- directory-entry: — Alb., Gasarbtr., Hartzloh 4, ✉ 33: [881, 1153, 1070, 1166]
- directory-entry: — E., Hand.-Vertr., Volksdorfer Str. 22: [881, 1240, 1086, 1253]
- directory-entry: — Mimi, Lockstedter Weg 74, H. 3, ✉ 20: [881, 963, 1099, 976]
- directory-entry: — Theod., Putzer, Gustavstr. 29, H. 2, ✉ Alt: [569, 438, 802, 451]
